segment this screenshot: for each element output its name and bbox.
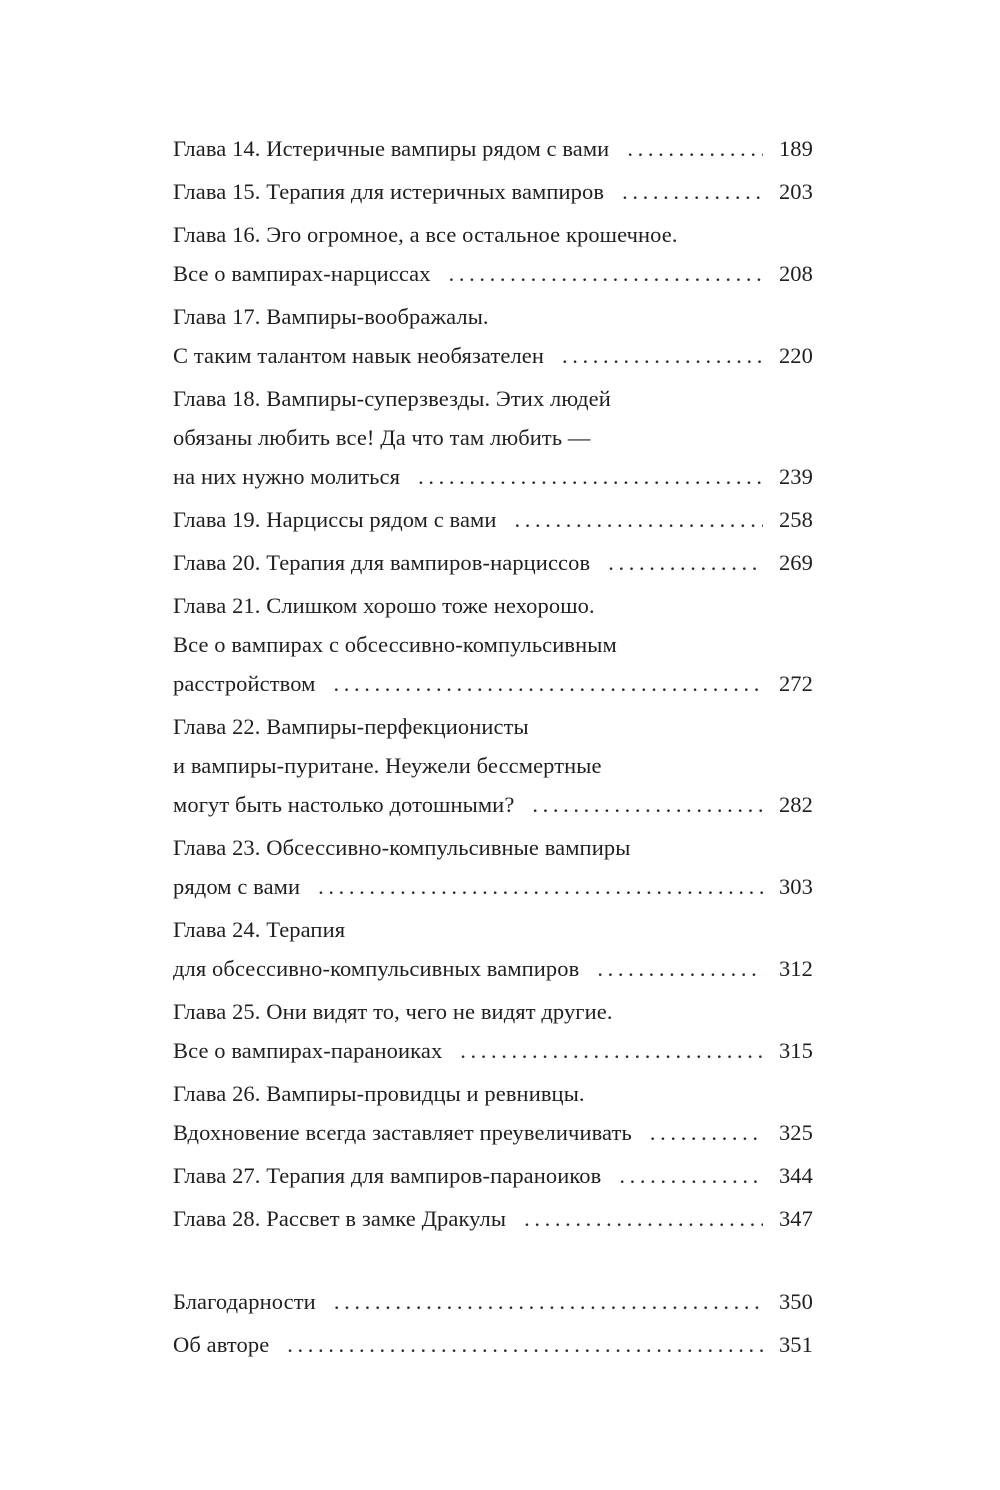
dot-leader — [597, 949, 763, 988]
toc-entry — [173, 500, 813, 539]
toc-entry — [173, 1325, 813, 1364]
toc-entry-line — [173, 746, 813, 785]
dot-leader — [287, 1325, 763, 1364]
dot-leader — [562, 336, 763, 375]
toc-entry-final-line — [173, 1113, 813, 1152]
toc-entry-title: Глава 28. Рассвет в замке Дракулы — [173, 1206, 507, 1231]
toc-entry-title: для обсессивно-компульсивных вампиров — [173, 956, 580, 981]
dot-leader — [515, 500, 763, 539]
toc-entry — [173, 543, 813, 582]
page-number: 239 — [778, 464, 813, 489]
toc-entry-title: Глава 15. Терапия для истеричных вампиров — [173, 179, 605, 204]
dot-leader — [622, 172, 763, 211]
toc-entry-line — [173, 625, 813, 664]
page-number: 347 — [778, 1206, 813, 1231]
toc-entry — [173, 297, 813, 375]
page-number: 303 — [778, 874, 813, 899]
toc-entry-final-line — [173, 1282, 813, 1321]
toc-entry-line — [173, 586, 813, 625]
toc-entry-title: Глава 24. Терапия — [173, 917, 346, 942]
toc-entry-final-line — [173, 543, 813, 582]
toc-entry-title: Глава 19. Нарциссы рядом с вами — [173, 507, 497, 532]
dot-leader — [460, 1031, 763, 1070]
toc-entry — [173, 586, 813, 703]
toc-entry-final-line — [173, 172, 813, 211]
toc-entry-title: Глава 26. Вампиры-провидцы и ревнивцы. — [173, 1081, 585, 1106]
dot-leader — [650, 1113, 763, 1152]
toc-entry-title: Вдохновение всегда заставляет преувеличивать — [173, 1120, 632, 1145]
page-number: 203 — [778, 179, 813, 204]
dot-leader — [334, 1282, 763, 1321]
dot-leader — [449, 254, 763, 293]
table-of-contents — [173, 129, 813, 1368]
toc-entry — [173, 1282, 813, 1321]
page-number: 325 — [778, 1120, 813, 1145]
toc-entry-title: Глава 23. Обсессивно-компульсивные вампиры — [173, 835, 631, 860]
toc-entry-title: расстройством — [173, 671, 316, 696]
toc-entry-title: Глава 16. Эго огромное, а все остальное крошечное. — [173, 222, 678, 247]
toc-entry-line — [173, 992, 813, 1031]
page-number: 258 — [778, 507, 813, 532]
toc-entry-title: обязаны любить все! Да что там любить — — [173, 425, 591, 450]
toc-entry-title: Все о вампирах с обсессивно-компульсивным — [173, 632, 617, 657]
toc-entry-final-line — [173, 1156, 813, 1195]
toc-entry-line — [173, 828, 813, 867]
toc-entry — [173, 1074, 813, 1152]
page-number: 208 — [778, 261, 813, 286]
toc-entry-title: и вампиры-пуритане. Неужели бессмертные — [173, 753, 602, 778]
toc-entry-final-line — [173, 500, 813, 539]
page-number: 315 — [778, 1038, 813, 1063]
toc-entry-title: Глава 22. Вампиры-перфекционисты — [173, 714, 529, 739]
page-number: 350 — [778, 1289, 813, 1314]
toc-entry-final-line — [173, 1031, 813, 1070]
toc-entry-final-line — [173, 457, 813, 496]
toc-entry — [173, 172, 813, 211]
toc-entry-title: Глава 20. Терапия для вампиров-нарциссов — [173, 550, 591, 575]
toc-entry — [173, 1156, 813, 1195]
toc-entry-line — [173, 910, 813, 949]
dot-leader — [619, 1156, 763, 1195]
page-number: 269 — [778, 550, 813, 575]
toc-entry-title: Глава 14. Истеричные вампиры рядом с вами — [173, 136, 610, 161]
toc-entry-line — [173, 418, 813, 457]
page-number: 282 — [778, 792, 813, 817]
toc-entry — [173, 129, 813, 168]
dot-leader — [334, 664, 763, 703]
toc-entry-line — [173, 707, 813, 746]
toc-entry-final-line — [173, 1199, 813, 1238]
toc-entry — [173, 707, 813, 824]
dot-leader — [418, 457, 763, 496]
toc-entry-final-line — [173, 664, 813, 703]
toc-entry — [173, 1199, 813, 1238]
dot-leader — [318, 867, 763, 906]
toc-entry-final-line — [173, 867, 813, 906]
toc-entry-title: Глава 25. Они видят то, чего не видят другие. — [173, 999, 613, 1024]
toc-entry-final-line — [173, 785, 813, 824]
toc-entry-line — [173, 1074, 813, 1113]
toc-entry — [173, 215, 813, 293]
dot-leader — [627, 129, 763, 168]
toc-entry-title: рядом с вами — [173, 874, 301, 899]
page-number: 344 — [778, 1163, 813, 1188]
toc-entry-title: Все о вампирах-нарциссах — [173, 261, 431, 286]
toc-entry-line — [173, 379, 813, 418]
toc-entry-title: Глава 18. Вампиры-суперзвезды. Этих людей — [173, 386, 611, 411]
toc-entry-line — [173, 215, 813, 254]
toc-entry-title: на них нужно молиться — [173, 464, 401, 489]
toc-entry-title: могут быть настолько дотошными? — [173, 792, 515, 817]
toc-entry-title: Глава 21. Слишком хорошо тоже нехорошо. — [173, 593, 595, 618]
page-number: 351 — [778, 1332, 813, 1357]
toc-entry-final-line — [173, 1325, 813, 1364]
dot-leader — [532, 785, 763, 824]
toc-entry — [173, 828, 813, 906]
page-number: 220 — [778, 343, 813, 368]
toc-entry — [173, 379, 813, 496]
toc-entry-title: Глава 27. Терапия для вампиров-параноиков — [173, 1163, 602, 1188]
toc-entry — [173, 910, 813, 988]
dot-leader — [524, 1199, 763, 1238]
toc-entry-title: Благодарности — [173, 1289, 316, 1314]
toc-entry-final-line — [173, 254, 813, 293]
toc-entry-title: С таким талантом навык необязателен — [173, 343, 545, 368]
toc-entry-title: Все о вампирах-параноиках — [173, 1038, 443, 1063]
section-gap — [173, 1242, 813, 1282]
toc-entry-final-line — [173, 129, 813, 168]
page-number: 189 — [778, 136, 813, 161]
page-number: 312 — [778, 956, 813, 981]
dot-leader — [608, 543, 763, 582]
chapter-list — [173, 129, 813, 1238]
back-matter-list — [173, 1282, 813, 1364]
toc-entry-title: Об авторе — [173, 1332, 270, 1357]
toc-entry-line — [173, 297, 813, 336]
page-number: 272 — [778, 671, 813, 696]
toc-entry-title: Глава 17. Вампиры-воображалы. — [173, 304, 489, 329]
toc-entry — [173, 992, 813, 1070]
toc-entry-final-line — [173, 336, 813, 375]
toc-entry-final-line — [173, 949, 813, 988]
